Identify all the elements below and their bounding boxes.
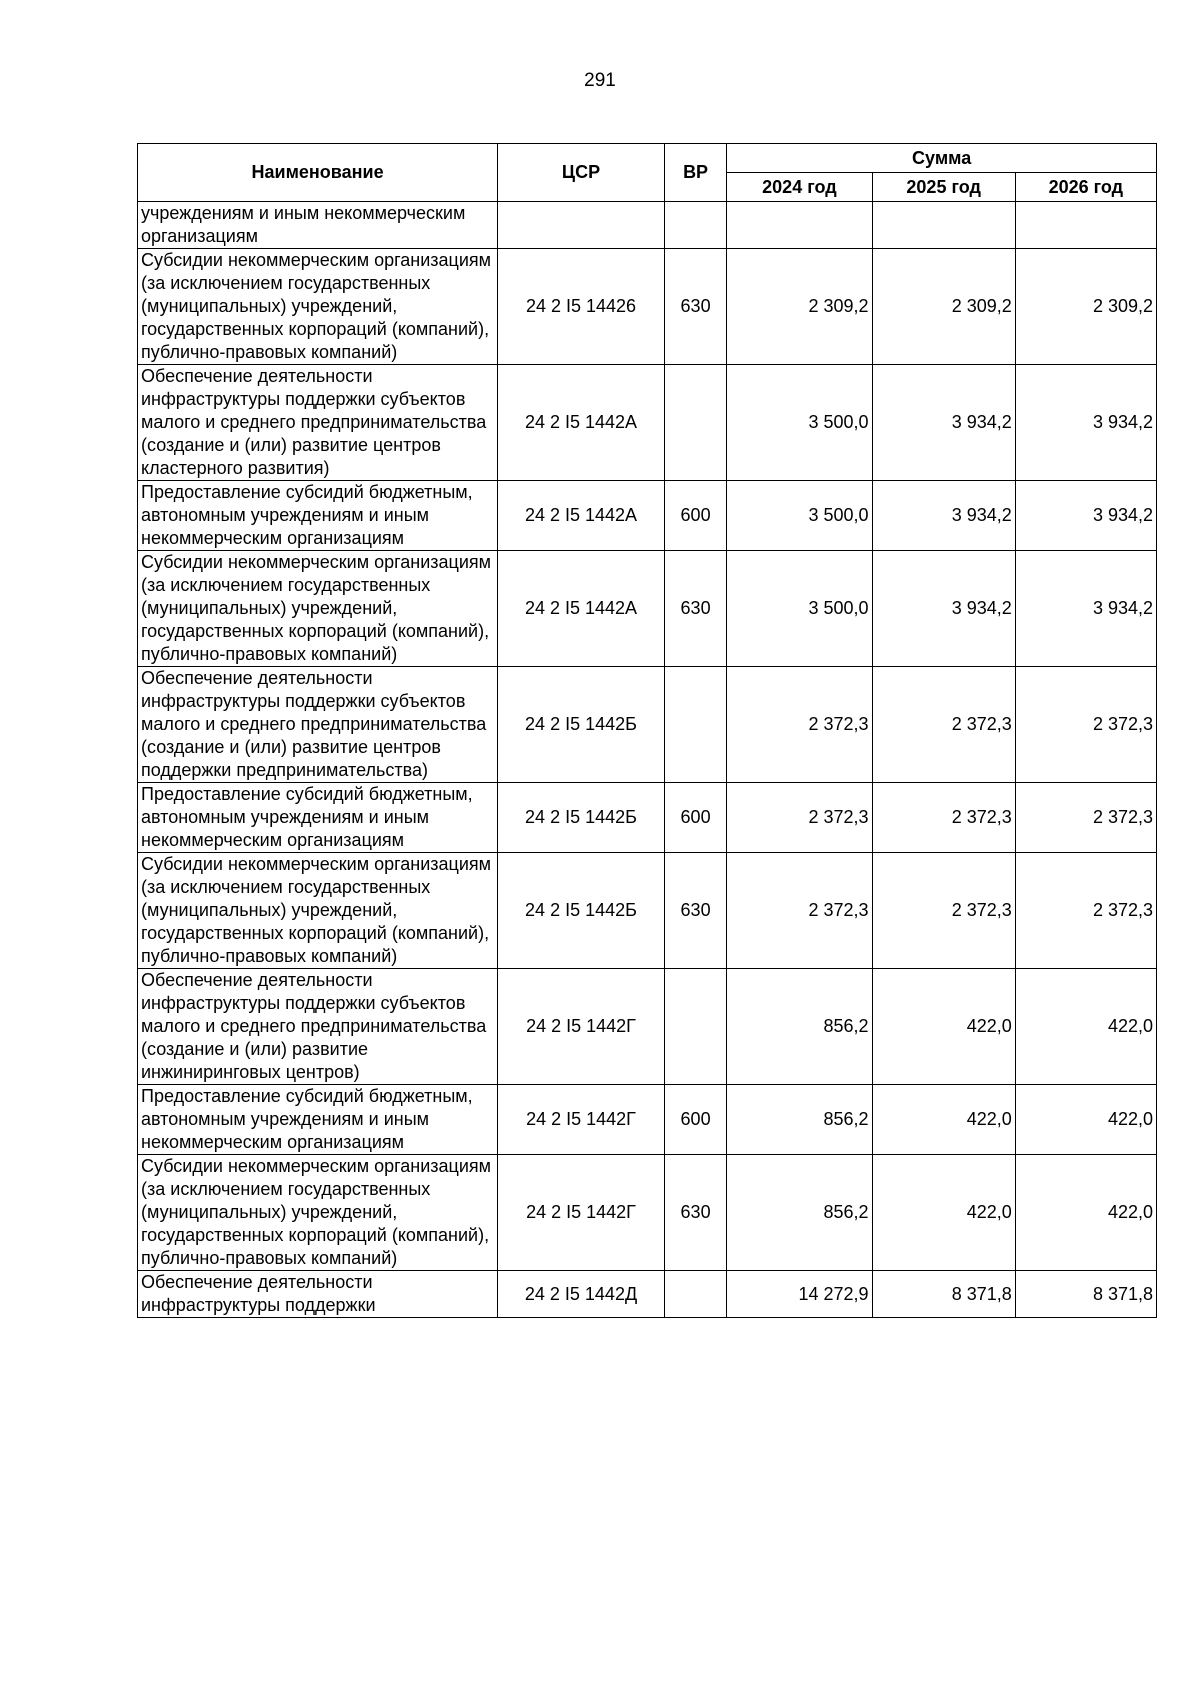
row-sum-2024: 2 309,2 [727, 249, 872, 365]
header-2026: 2026 год [1015, 173, 1156, 202]
header-vr: ВР [664, 144, 726, 202]
table-body [138, 202, 1157, 1318]
row-sum-2024: 3 500,0 [727, 551, 872, 667]
row-sum-2025: 422,0 [872, 969, 1015, 1085]
row-sum-2025: 3 934,2 [872, 551, 1015, 667]
row-sum-2024: 2 372,3 [727, 667, 872, 783]
row-csr: 24 2 I5 1442Б [498, 667, 665, 783]
row-vr [664, 969, 726, 1085]
row-sum-2024 [727, 202, 872, 249]
table-row [138, 1085, 1157, 1155]
row-sum-2026: 422,0 [1015, 969, 1156, 1085]
table-row [138, 667, 1157, 783]
table-row [138, 969, 1157, 1085]
row-vr: 630 [664, 853, 726, 969]
row-csr: 24 2 I5 1442Б [498, 783, 665, 853]
row-vr: 600 [664, 481, 726, 551]
row-sum-2025: 422,0 [872, 1085, 1015, 1155]
row-sum-2025: 2 372,3 [872, 667, 1015, 783]
header-sum: Сумма [727, 144, 1157, 173]
row-sum-2026: 2 372,3 [1015, 783, 1156, 853]
table-row [138, 249, 1157, 365]
row-name: Субсидии некоммерческим организациям (за исключением государственных (муниципальных) учреждений, государственных корпораций (компаний), публично-правовых компаний) [138, 249, 498, 365]
row-name: Обеспечение деятельности инфраструктуры поддержки субъектов малого и среднего предпринимательства (создание и (или) развитие инжиниринговых центров) [138, 969, 498, 1085]
row-csr: 24 2 I5 1442Г [498, 969, 665, 1085]
row-name: Субсидии некоммерческим организациям (за исключением государственных (муниципальных) учреждений, государственных корпораций (компаний), публично-правовых компаний) [138, 853, 498, 969]
row-sum-2024: 3 500,0 [727, 365, 872, 481]
row-sum-2025: 2 372,3 [872, 783, 1015, 853]
row-sum-2026: 2 372,3 [1015, 667, 1156, 783]
row-csr: 24 2 I5 1442А [498, 551, 665, 667]
row-sum-2026: 2 372,3 [1015, 853, 1156, 969]
row-sum-2026: 422,0 [1015, 1085, 1156, 1155]
row-vr: 630 [664, 249, 726, 365]
table-row [138, 202, 1157, 249]
row-csr [498, 202, 665, 249]
table-row [138, 1155, 1157, 1271]
row-vr: 600 [664, 783, 726, 853]
row-vr [664, 667, 726, 783]
table-row [138, 481, 1157, 551]
row-csr: 24 2 I5 14426 [498, 249, 665, 365]
row-name: Предоставление субсидий бюджетным, автономным учреждениям и иным некоммерческим организациям [138, 1085, 498, 1155]
row-sum-2026: 8 371,8 [1015, 1271, 1156, 1318]
row-sum-2024: 856,2 [727, 1085, 872, 1155]
row-name: Обеспечение деятельности инфраструктуры поддержки субъектов малого и среднего предпринимательства (создание и (или) развитие центров поддержки предпринимательства) [138, 667, 498, 783]
row-sum-2025: 2 309,2 [872, 249, 1015, 365]
row-sum-2025: 8 371,8 [872, 1271, 1015, 1318]
row-sum-2025: 3 934,2 [872, 365, 1015, 481]
header-csr: ЦСР [498, 144, 665, 202]
row-sum-2025: 3 934,2 [872, 481, 1015, 551]
header-2024: 2024 год [727, 173, 872, 202]
row-vr [664, 202, 726, 249]
row-name: Обеспечение деятельности инфраструктуры поддержки [138, 1271, 498, 1318]
row-name: Предоставление субсидий бюджетным, автономным учреждениям и иным некоммерческим организациям [138, 481, 498, 551]
row-name: Субсидии некоммерческим организациям (за исключением государственных (муниципальных) учреждений, государственных корпораций (компаний), публично-правовых компаний) [138, 551, 498, 667]
row-csr: 24 2 I5 1442А [498, 481, 665, 551]
row-vr [664, 1271, 726, 1318]
header-2025: 2025 год [872, 173, 1015, 202]
table-row [138, 1271, 1157, 1318]
budget-table [137, 143, 1157, 1318]
row-vr: 630 [664, 551, 726, 667]
table-row [138, 365, 1157, 481]
row-vr: 630 [664, 1155, 726, 1271]
row-sum-2025 [872, 202, 1015, 249]
row-sum-2026: 2 309,2 [1015, 249, 1156, 365]
row-sum-2024: 856,2 [727, 1155, 872, 1271]
row-sum-2026 [1015, 202, 1156, 249]
row-sum-2025: 422,0 [872, 1155, 1015, 1271]
row-name: учреждениям и иным некоммерческим организациям [138, 202, 498, 249]
table-header [138, 144, 1157, 202]
page-number: 291 [584, 70, 616, 91]
row-sum-2024: 2 372,3 [727, 783, 872, 853]
row-sum-2025: 2 372,3 [872, 853, 1015, 969]
row-name: Предоставление субсидий бюджетным, автономным учреждениям и иным некоммерческим организациям [138, 783, 498, 853]
table-row [138, 783, 1157, 853]
row-name: Обеспечение деятельности инфраструктуры поддержки субъектов малого и среднего предпринимательства (создание и (или) развитие центров кластерного развития) [138, 365, 498, 481]
row-vr [664, 365, 726, 481]
header-name: Наименование [138, 144, 498, 202]
table-row [138, 551, 1157, 667]
row-sum-2026: 3 934,2 [1015, 481, 1156, 551]
row-csr: 24 2 I5 1442Б [498, 853, 665, 969]
row-sum-2026: 3 934,2 [1015, 551, 1156, 667]
row-sum-2024: 856,2 [727, 969, 872, 1085]
row-vr: 600 [664, 1085, 726, 1155]
row-csr: 24 2 I5 1442Д [498, 1271, 665, 1318]
row-name: Субсидии некоммерческим организациям (за исключением государственных (муниципальных) учреждений, государственных корпораций (компаний), публично-правовых компаний) [138, 1155, 498, 1271]
row-csr: 24 2 I5 1442Г [498, 1155, 665, 1271]
row-csr: 24 2 I5 1442А [498, 365, 665, 481]
row-sum-2026: 3 934,2 [1015, 365, 1156, 481]
row-sum-2024: 3 500,0 [727, 481, 872, 551]
row-sum-2026: 422,0 [1015, 1155, 1156, 1271]
row-sum-2024: 2 372,3 [727, 853, 872, 969]
table-row [138, 853, 1157, 969]
row-sum-2024: 14 272,9 [727, 1271, 872, 1318]
row-csr: 24 2 I5 1442Г [498, 1085, 665, 1155]
